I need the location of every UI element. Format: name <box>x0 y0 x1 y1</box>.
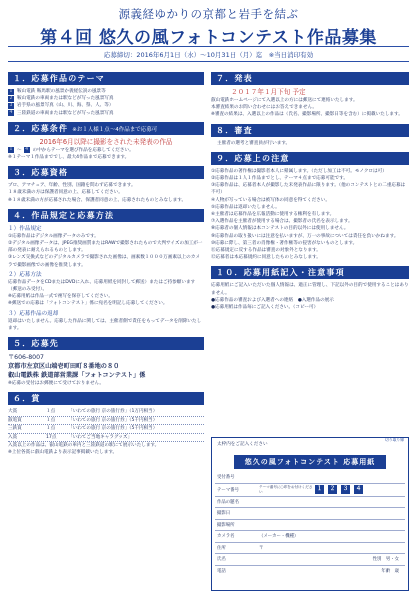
form-row-name: 氏名 性別 男・女 <box>215 554 405 566</box>
form-row-receipt: 受付番号 <box>215 472 405 484</box>
section-eligibility: ３．応募資格 プロ、アマチュア、年齢、性別、国籍を問わず応募できます。 １８歳未満の方は保護者同意の上、応募してください。 ※１８歳未満の方が応募された場合、保護者同意の上、応募されたものとみなします。 <box>8 166 204 204</box>
title-rule-top <box>8 46 409 47</box>
name-field[interactable]: 性別 男・女 <box>372 557 399 563</box>
section-judge: ８．審査 主催者の選考と審査員が行います。 <box>211 124 409 147</box>
left-column <box>8 72 204 462</box>
section-eligibility-heading: ３．応募資格 <box>8 166 204 179</box>
form-row-place: 撮影場所 <box>215 520 405 532</box>
theme-option[interactable]: ３ <box>342 486 349 493</box>
section-judge-heading: ８．審査 <box>211 124 409 137</box>
form-instruction: 太枠内をご記入ください <box>217 442 268 447</box>
theme-item: ２ 鞍山電鉄の車両または駅などが写った風景写真 <box>8 95 114 102</box>
phone-field[interactable]: 年齢 歳 <box>381 569 399 575</box>
section-format: ４．作品規定と応募方法 １）作品規定 ①応募作品はデジタル画像データのみです。 ②デジタル画像データは、JPEG推奨画質またはRAWで撮影されたもので大判サイズの加工が一部の発表に耐えられるものとします。 ③レンズ交換式などのデジタルカメラで撮影された画像は、画素数１０００万画素以上のカメラで撮影画像での画像を推奨します。 ２）応募方法 応募作品データをCDまたはDVDに入れ、応募用紙を同封して郵送）またはご持参願います（郵送のみ受付）。 ※応募用紙は作品一式で複写を保存してください。 ※郵送での応募は「フォトコンテスト」係に宛名を明記し応募してください。 ３）応募作品の返却 返却はいたしません。応募した作品に関しては、主催者側で責任をもってデータを削除いたします。 <box>8 210 203 331</box>
right-column <box>211 72 409 316</box>
theme-item: ３ 岩手県の風景写真（山、川、海、祭、人、等） <box>8 103 114 109</box>
cut-line-label: 切り取り線 <box>385 437 404 442</box>
form-row-phone: 電話 年齢 歳 <box>215 566 405 578</box>
theme-option[interactable]: ２ <box>329 486 336 493</box>
section-conditions <box>8 122 204 161</box>
theme-option[interactable]: ４ <box>355 486 362 493</box>
form-row-date: 撮影日 <box>215 508 405 520</box>
section-prizes-heading: ６．賞 <box>8 392 204 405</box>
camera-field[interactable]: （メーカー・機種） <box>259 534 299 540</box>
conditions-line: １ 〜 ４ の中からテーマを選び作品を応募してください。 <box>8 147 134 153</box>
page-title: 第４回 悠久の風フォトコンテスト作品募集 <box>40 28 377 48</box>
conditions-line: ※１テーマ１作品まででし、最大4作品まで応募できます。 <box>8 155 130 161</box>
section-announce-heading: ７．発表 <box>211 72 409 85</box>
section-prizes: ６．賞 大賞 １点 「いわての旅行 京の旅行券」（1万円相当） 叡電賞 １点 「いわての旅行 京の旅行券」（5千円相当） 三鉄賞 １点 「いわての旅行 京の旅行券」（5千円相当） 入賞 17点 「いわてご当地キャラグッズ」 入賞以上の作品は、叡山電鉄の車内と三陸鉄道の駅にて展示いたします。 ※上位各賞に叡山電鉄より表示記事掲載いたします。 <box>8 392 204 456</box>
entry-form <box>211 437 409 591</box>
table-row: 叡電賞 １点 「いわての旅行 京の旅行券」（5千円相当） <box>8 417 204 426</box>
section-notes: ９．応募上の注意 ①応募作品の著作権は撮影者本人に帰属します。（ただし加工は不可。モノクロは可） ②応募作品は１人１作品までとし、テーマ４点まで応募可能です。 ③応募作品は、応募者本人が撮影した未発表作品に限ります。（他のコンテストとの二重応募は不可） ④人物が写っている場合は被写体の同意を得てください。 ⑤応募作品は返却いたしません。 ⑥主催者は応募作品を広報活動に使用する権利を有します。 ⑦入選作品を主催者が使用する場合は、撮影者の氏名を表示します。 ⑧応募者の個人情報は本コンテストの目的以外には使用しません。 ⑨応募作品の取り扱いには注意を払いますが、万一の事故については責任を負いかねます。 ⑩応募に際し、第三者の肖像権・著作権等の侵害がないものとします。 ⑪応募規定に反する作品は審査の対象外となります。 ⑫応募者は本応募規約に同意したものとみなします。 <box>211 152 409 262</box>
section-notes-heading: ９．応募上の注意 <box>211 152 409 165</box>
section-theme <box>8 72 204 117</box>
section-format-heading: ４．作品規定と応募方法 <box>8 209 204 222</box>
form-row-camera: カメラ名 （メーカー・機種） <box>215 531 405 543</box>
title-rule-bottom <box>8 61 409 62</box>
conditions-period: 2016年6月以降に撮影をされた未発表の作品 <box>39 137 173 146</box>
section-address: ５．応募先 〒606-8007 京都市左京区山端壱町田町８番地の８０ 叡山電鉄株 鉄道部営業課「フォトコンテスト」係 ※応募の受付はお郵便にて受けておりません。 <box>8 337 204 387</box>
table-row: 大賞 １点 「いわての旅行 京の旅行券」（1万円相当） <box>8 408 204 417</box>
section-theme-heading: １．応募作品のテーマ <box>8 72 204 85</box>
section-form-notes-heading: １０．応募用紙記入・注意事項 <box>211 266 409 279</box>
table-row: 三鉄賞 １点 「いわての旅行 京の旅行券」（5千円相当） <box>8 425 204 434</box>
theme-item: １ 鞍山電鉄 鞍馬駅の風景か義経伝説の風景等 <box>8 88 106 94</box>
theme-option[interactable]: １ <box>316 486 323 493</box>
form-title: 悠久の風フォトコンテスト 応募用紙 <box>234 455 386 469</box>
section-conditions-heading: ２．応募条件 ※お１人様１点〜4作品まで応募可 <box>8 122 204 135</box>
theme-item: ４ 三陸鉄道の車両または駅などが写った風景写真 <box>8 110 114 116</box>
table-row: 入賞 17点 「いわてご当地キャラグッズ」 <box>8 434 204 443</box>
form-row-theme: テーマ番号 テーマ番号に○印をお付けください １ ２ ３ ４ <box>215 484 405 497</box>
section-address-heading: ５．応募先 <box>8 337 204 350</box>
deadline-text: 応募締切：2016年6月1日（水）〜10月31日（月）迄 ※当日消印有効 <box>103 51 314 59</box>
address-field[interactable]: 〒 <box>259 545 264 551</box>
section-announce: ７．発表 ２０１７年１月下旬 予定 叡山電鉄ホームページにて入選以上の方には郵送にて連絡いたします。 本審査結果のお問い合わせにはお答えできません。 ※審査の結果は、入選以上の作品は（氏名、撮影場所、撮影日等を含む）に掲載いたします。 <box>211 72 409 119</box>
subtitle: 源義経ゆかりの京都と岩手を結ぶ <box>118 7 299 21</box>
section-form-notes: １０．応募用紙記入・注意事項 応募用紙にご記入いただいた個人情報は、適正に管理し、下記以外の目的で使用することはありません。 ●応募作品の審査および入選者への連絡 ●入選作品の展示 ●応募用紙は作品毎にご記入ください。（コピー可） <box>211 268 409 311</box>
form-row-address: 住所 〒 <box>215 543 405 555</box>
form-row-title: 作品の題名 <box>215 497 405 509</box>
